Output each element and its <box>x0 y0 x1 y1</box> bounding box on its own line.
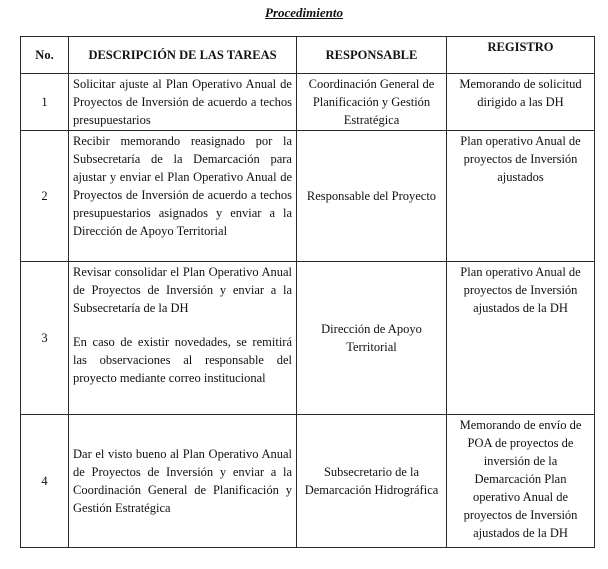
row-number: 4 <box>21 415 69 548</box>
table-row <box>21 262 595 415</box>
row-number: 2 <box>21 131 69 262</box>
header-registro: REGISTRO <box>447 37 595 74</box>
record-cell: Plan operativo Anual de proyectos de Inversión ajustados de la DH <box>447 262 595 415</box>
row-number: 1 <box>21 74 69 131</box>
table-row <box>21 131 595 262</box>
responsible-cell: Subsecretario de la Demarcación Hidrográfica <box>297 415 447 548</box>
record-cell: Memorando de envío de POA de proyectos de inversión de la Demarcación Plan operativo Anual de proyectos de Inversión ajustados de la DH <box>447 415 595 548</box>
task-description <box>69 262 297 415</box>
table-row <box>21 415 595 548</box>
record-cell: Plan operativo Anual de proyectos de Inversión ajustados <box>447 131 595 262</box>
row-number: 3 <box>21 262 69 415</box>
procedure-table <box>20 36 595 548</box>
task-description <box>69 74 297 131</box>
table-row <box>21 74 595 131</box>
header-responsable: RESPONSABLE <box>297 37 447 74</box>
responsible-cell: Responsable del Proyecto <box>297 131 447 262</box>
task-description <box>69 131 297 262</box>
description-paragraph: Revisar consolidar el Plan Operativo Anual de Proyectos de Inversión y enviar a la Subsecretaría de la DH <box>73 265 292 315</box>
description-paragraph: En caso de existir novedades, se remitirá las observaciones al responsable del proyecto mediante correo institucional <box>73 335 292 385</box>
responsible-cell: Dirección de Apoyo Territorial <box>297 262 447 415</box>
task-description <box>69 415 297 548</box>
record-cell: Memorando de solicitud dirigido a las DH <box>447 74 595 131</box>
header-descripcion: DESCRIPCIÓN DE LAS TAREAS <box>69 37 297 74</box>
description-paragraph: Recibir memorando reasignado por la Subsecretaría de la Demarcación para ajustar y enviar el Plan Operativo Anual de Proyectos de Inversión de acuerdo a techos presupuestarios asignados y enviar a la Dirección de Apoyo Territorial <box>73 134 292 238</box>
description-paragraph: Dar el visto bueno al Plan Operativo Anual de Proyectos de Inversión y enviar a la Coordinación General de Planificación y Gestión Estratégica <box>73 447 292 515</box>
paragraph-gap <box>73 317 292 333</box>
page-title: Procedimiento <box>265 5 343 20</box>
table-header-row <box>21 37 595 74</box>
responsible-cell: Coordinación General de Planificación y Gestión Estratégica <box>297 74 447 131</box>
header-no: No. <box>21 37 69 74</box>
description-paragraph: Solicitar ajuste al Plan Operativo Anual de Proyectos de Inversión de acuerdo a techos presupuestarios <box>73 77 292 127</box>
